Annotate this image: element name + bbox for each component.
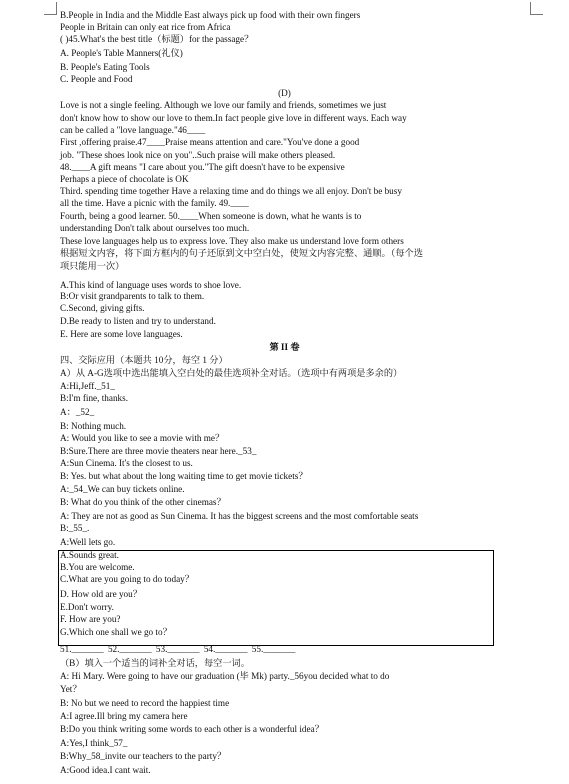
text-line: A.Sounds great. bbox=[60, 550, 119, 560]
text-line: First ,offering praise.47____Praise means attention and care."You've done a good bbox=[60, 137, 360, 147]
text-line: A.This kind of language uses words to shoe love. bbox=[60, 280, 242, 290]
text-line: C. People and Food bbox=[60, 74, 133, 84]
text-line: Perhaps a piece of chocolate is OK bbox=[60, 174, 189, 184]
text-line: B: What do you think of the other cinemas？ bbox=[60, 497, 226, 507]
text-line: A:Yes,I think_57_ bbox=[60, 738, 128, 748]
text-line: A: Hi Mary. Were going to have our graduation (毕 Mk) party._56you decided what to do bbox=[60, 671, 390, 681]
text-line: B. People's Eating Tools bbox=[60, 62, 150, 72]
text-line: （B）填入一个适当的词补全对话，每空一词。 bbox=[60, 658, 250, 668]
text-line: A）从 A-G选项中选出能填入空白处的最佳选项补全对话。（选项中有两项是多余的） bbox=[60, 368, 403, 378]
text-line: B:Why_58_invite our teachers to the party？ bbox=[60, 751, 227, 761]
text-line: B: Yes. but what about the long waiting time to get movie tickets？ bbox=[60, 471, 308, 481]
text-line: 第 II 卷 bbox=[269, 342, 300, 352]
text-line: understanding Don't talk about ourselves too much. bbox=[60, 223, 250, 233]
text-line: B:Sure.There are three movie theaters near here._53_ bbox=[60, 446, 257, 456]
text-line: A:Well lets go. bbox=[60, 537, 116, 547]
text-line: B: Nothing much. bbox=[60, 421, 127, 431]
text-line: A:Sun Cinema. It's the closest to us. bbox=[60, 458, 193, 468]
text-line: ( )45.What's the best title（标题）for the passage？ bbox=[60, 34, 254, 44]
text-line: job. "These shoes look nice on you"..Such praise will make others pleased. bbox=[60, 150, 336, 160]
text-line: These love languages help us to express love. They also make us understand love form others bbox=[60, 236, 404, 246]
text-line: B:_55_. bbox=[60, 523, 90, 533]
text-line: 根据短文内容，将下面方框内的句子还原到文中空白处，使短文内容完整、通顺。（每个选 bbox=[60, 248, 423, 258]
crop-mark-top-left bbox=[44, 2, 57, 15]
text-line: 51._______ 52._______ 53._______ 54._______ 55._______ bbox=[60, 644, 296, 654]
text-line: D.Be ready to listen and try to understand. bbox=[60, 316, 216, 326]
text-line: don't know how to show our love to them.In fact people give love in different ways. Each way bbox=[60, 113, 407, 123]
text-line: A:Good idea.I cant wait. bbox=[60, 765, 151, 775]
text-line: all the time. Have a picnic with the family. 49.____ bbox=[60, 198, 249, 208]
text-line: A. People's Table Manners(礼仪) bbox=[60, 48, 183, 58]
text-line: 项只能用一次） bbox=[60, 261, 125, 271]
text-line: Yet？ bbox=[60, 684, 82, 694]
text-line: F. How are you? bbox=[60, 614, 121, 624]
text-line: B.People in India and the Middle East always pick up food with their own fingers bbox=[60, 10, 361, 20]
text-line: People in Britain can only eat rice from Africa bbox=[60, 22, 231, 32]
text-line: A:_54_We can buy tickets online. bbox=[60, 484, 185, 494]
text-line: G.Which one shall we go to？ bbox=[60, 627, 172, 637]
crop-mark-top-right bbox=[530, 2, 543, 15]
text-line: A: Would you like to see a movie with me？ bbox=[60, 433, 225, 443]
text-line: A：_52_ bbox=[60, 407, 95, 417]
text-line: E. Here are some love languages. bbox=[60, 329, 183, 339]
text-line: B:Or visit grandparents to talk to them. bbox=[60, 291, 205, 301]
text-line: Love is not a single feeling. Although we love our family and friends, sometimes we just bbox=[60, 100, 387, 110]
text-line: A: They are not as good as Sun Cinema. It has the biggest screens and the most comfortable seats bbox=[60, 511, 419, 521]
text-line: B:I'm fine, thanks. bbox=[60, 393, 129, 403]
text-line: E.Don't worry. bbox=[60, 602, 114, 612]
text-line: Third. spending time together Have a relaxing time and do things we all enjoy. Don't be busy bbox=[60, 186, 402, 196]
text-line: 四、交际应用（本题共 10分，每空 1 分） bbox=[60, 355, 228, 365]
text-line: B:Do you think writing some words to each other is a wonderful idea？ bbox=[60, 724, 324, 734]
text-line: B: No but we need to record the happiest time bbox=[60, 698, 230, 708]
text-line: C.Second, giving gifts. bbox=[60, 303, 145, 313]
text-line: 48.____A gift means "I care about you."The gift doesn't have to be expensive bbox=[60, 162, 345, 172]
text-line: Fourth, being a good learner. 50.____When someone is down, what he wants is to bbox=[60, 211, 362, 221]
text-line: A:I agree.Ill bring my camera here bbox=[60, 711, 188, 721]
text-line: can be called a "love language."46____ bbox=[60, 125, 206, 135]
text-line: C.What are you going to do today？ bbox=[60, 574, 194, 584]
text-line: A:Hi,Jeff._51_ bbox=[60, 381, 115, 391]
text-line: (D) bbox=[278, 88, 291, 98]
text-line: D. How old are you？ bbox=[60, 589, 142, 599]
text-line: B.You are welcome. bbox=[60, 562, 135, 572]
